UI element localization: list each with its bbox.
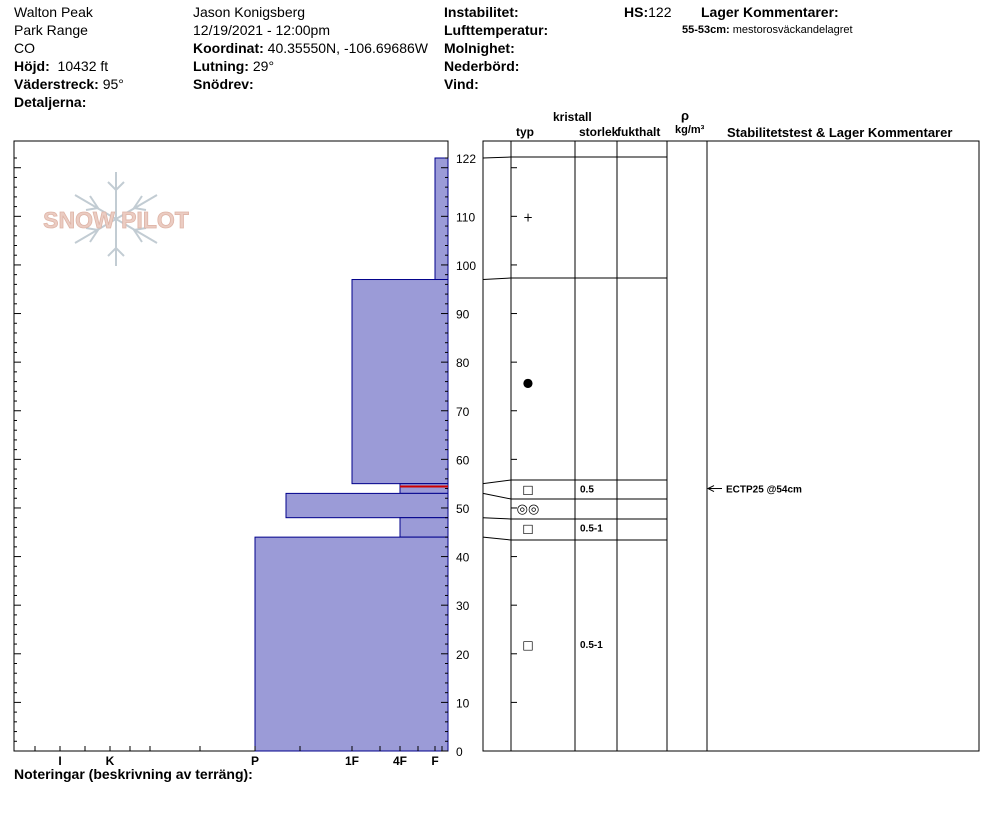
crystal-column-header: kristall	[553, 110, 592, 124]
profile-table	[483, 141, 979, 751]
moisture-column-header: fukthalt	[617, 125, 661, 139]
hardness-layer-4	[286, 493, 448, 517]
slope-value: 29°	[252, 58, 275, 74]
grain-size-label: 0.5	[580, 484, 594, 496]
layer-comment-text: mestorosväckandelagret	[732, 24, 853, 36]
layer-comment-depth: 55-53cm:	[682, 24, 730, 36]
snow-height-value: 122	[648, 4, 672, 20]
range-name: Park Range	[14, 22, 88, 38]
hardness-plot	[14, 141, 476, 768]
hardness-tick-label: F	[431, 754, 439, 768]
grain-type-symbol: +	[522, 210, 534, 225]
layer-comments-label: Lager Kommentarer:	[701, 4, 839, 20]
y-tick-label: 70	[456, 404, 470, 419]
y-tick-label: 90	[456, 307, 470, 322]
coordinate-label: Koordinat:	[193, 40, 264, 56]
grain-type-symbol: □	[522, 521, 534, 536]
hardness-layer-1	[435, 158, 448, 280]
grain-type-symbol: ◎◎	[516, 501, 540, 517]
y-tick-label: 20	[456, 647, 470, 662]
y-tick-label: 80	[456, 356, 470, 371]
drift-label: Snödrev:	[193, 76, 254, 92]
observation-datetime: 12/19/2021 - 12:00pm	[193, 22, 330, 38]
grain-type-symbol: □	[522, 638, 534, 653]
state-name: CO	[14, 40, 35, 56]
y-tick-label: 100	[456, 258, 477, 273]
stability-test-label: ECTP25 @54cm	[726, 484, 802, 496]
coordinate-value: 40.35550N, -106.69686W	[267, 40, 428, 56]
grain-size-label: 0.5-1	[580, 640, 603, 652]
y-tick-label: 110	[456, 210, 476, 225]
hardness-layer-2	[352, 280, 448, 484]
logo-text: SNOW PILOT	[43, 207, 189, 233]
elevation-label: Höjd:	[14, 58, 50, 74]
hardness-tick-label: 4F	[392, 754, 408, 768]
table-frame	[483, 141, 979, 751]
hardness-tick-label: K	[105, 754, 115, 768]
density-symbol: ρ	[681, 108, 690, 123]
observer-name: Jason Konigsberg	[193, 4, 306, 20]
precipitation-label: Nederbörd:	[444, 58, 520, 74]
y-tick-label: 0	[456, 745, 463, 759]
y-tick-label: 122	[456, 152, 477, 166]
location-name: Walton Peak	[14, 4, 93, 20]
hardness-tick-label: I	[58, 754, 62, 768]
hardness-layer-6	[255, 537, 448, 751]
terrain-notes-label: Noteringar (beskrivning av terräng):	[14, 766, 253, 782]
air-temperature-label: Lufttemperatur:	[444, 22, 549, 38]
elevation-value: 10432 ft	[57, 58, 109, 74]
hardness-layer-3	[400, 484, 448, 494]
grain-size-label: 0.5-1	[580, 523, 603, 535]
hardness-tick-label: P	[250, 754, 260, 768]
y-tick-label: 50	[456, 501, 470, 516]
size-column-header: storlek	[579, 125, 619, 139]
y-tick-label: 60	[456, 453, 470, 468]
wind-label: Vind:	[444, 76, 479, 92]
stability-column-header: Stabilitetstest & Lager Kommentarer	[727, 125, 953, 140]
snow-pilot-logo	[43, 172, 189, 266]
aspect-value: 95°	[102, 76, 124, 92]
aspect-label: Väderstreck:	[14, 76, 99, 92]
instability-label: Instabilitet:	[444, 4, 519, 20]
slope-label: Lutning:	[193, 58, 249, 74]
y-tick-label: 30	[456, 599, 470, 614]
snow-height-label: HS:	[624, 4, 649, 20]
type-column-header: typ	[516, 125, 534, 139]
grain-type-symbol: ●	[522, 375, 534, 390]
cloud-cover-label: Molnighet:	[444, 40, 515, 56]
hardness-layer-5	[400, 518, 448, 537]
grain-type-symbol: □	[522, 482, 534, 497]
details-label: Detaljerna:	[14, 94, 87, 110]
hardness-tick-label: 1F	[344, 754, 360, 768]
y-tick-label: 10	[456, 696, 470, 711]
density-unit: kg/m³	[675, 124, 705, 136]
y-tick-label: 40	[456, 550, 470, 565]
